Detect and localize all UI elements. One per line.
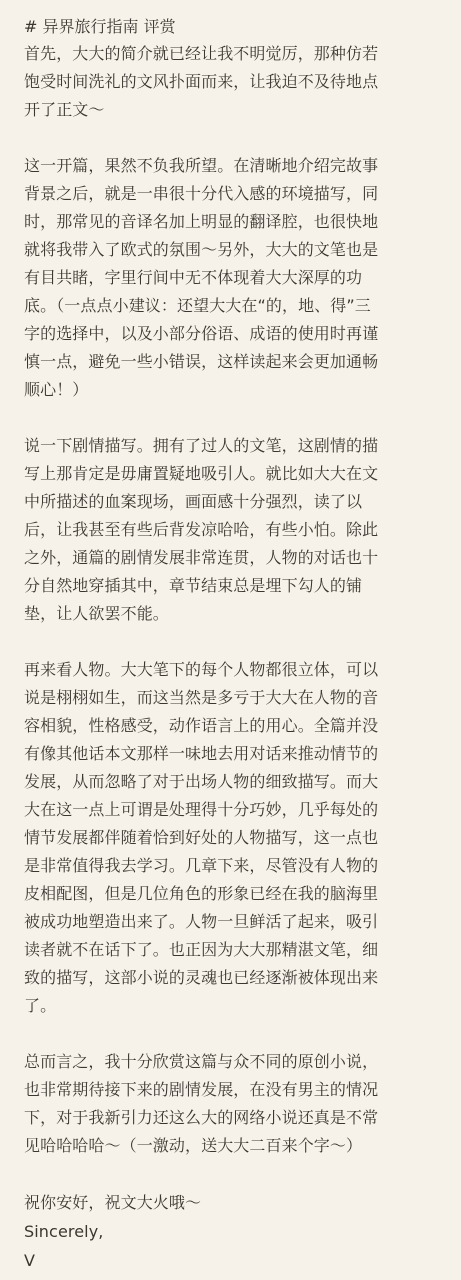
- closing-wish: 祝你安好，祝文大火哦～: [24, 1193, 202, 1212]
- text-line: 再来看人物。大大笔下的每个人物都很立体，可以: [24, 660, 379, 679]
- paragraph-intro: [24, 40, 444, 124]
- review-document: [24, 14, 444, 1275]
- text-line: 说一下剧情描写。拥有了过人的文笔，这剧情的描: [24, 436, 379, 455]
- text-line: 读者就不在话下了。也正因为大大那精湛文笔，细: [24, 940, 379, 959]
- text-line: 饱受时间洗礼的文风扑面而来，让我迫不及待地点: [24, 72, 379, 91]
- paragraph-opening: [24, 152, 444, 404]
- paragraph-spacer: [24, 628, 444, 656]
- text-line: 分自然地穿插其中，章节结束总是埋下勾人的铺: [24, 576, 363, 595]
- text-line: 皮相配图，但是几位角色的形象已经在我的脑海里: [24, 884, 379, 903]
- signature-name: V: [24, 1251, 36, 1270]
- text-line: 开了正文～: [24, 100, 105, 119]
- text-line: 致的描写，这部小说的灵魂也已经逐渐被体现出来: [24, 968, 379, 987]
- text-line: 中所描述的血案现场，画面感十分强烈，读了以: [24, 492, 363, 511]
- paragraph-spacer: [24, 404, 444, 432]
- text-line: 垫，让人欲罢不能。: [24, 604, 169, 623]
- text-line: 说是栩栩如生，而这当然是多亏于大大在人物的音: [24, 688, 379, 707]
- text-line: 首先，大大的简介就已经让我不明觉厉，那种仿若: [24, 44, 379, 63]
- text-line: 顺心！）: [24, 380, 89, 399]
- text-line: 总而言之，我十分欣赏这篇与众不同的原创小说，: [24, 1052, 379, 1071]
- paragraph-plot: [24, 432, 444, 628]
- text-line: 写上那肯定是毋庸置疑地吸引人。就比如大大在文: [24, 464, 379, 483]
- text-line: 大在这一点上可谓是处理得十分巧妙，几乎每处的: [24, 800, 379, 819]
- paragraph-spacer: [24, 124, 444, 152]
- text-line: 慎一点，避免一些小错误，这样读起来会更加通畅: [24, 352, 379, 371]
- text-line: 了。: [24, 996, 57, 1015]
- paragraph-spacer: [24, 1020, 444, 1048]
- paragraph-characters: [24, 656, 444, 1020]
- review-title: # 异界旅行指南 评赏: [24, 17, 176, 36]
- text-line: 之外，通篇的剧情发展非常连贯，人物的对话也十: [24, 548, 379, 567]
- paragraph-spacer: [24, 1160, 444, 1188]
- text-line: 发展，从而忽略了对于出场人物的细致描写。而大: [24, 772, 379, 791]
- text-line: 下，对于我新引力还这么大的网络小说还真是不常: [24, 1108, 379, 1127]
- text-line: 字的选择中，以及小部分俗语、成语的使用时再谨: [24, 324, 379, 343]
- text-line: 情节发展都伴随着恰到好处的人物描写，这一点也: [24, 828, 379, 847]
- text-line: 被成功地塑造出来了。人物一旦鲜活了起来，吸引: [24, 912, 379, 931]
- text-line: 底。（一点点小建议：还望大大在“的，地、得”三: [24, 296, 371, 315]
- text-line: 这一开篇，果然不负我所望。在清晰地介绍完故事: [24, 156, 379, 175]
- text-line: 后，让我甚至有些后背发凉哈哈，有些小怕。除此: [24, 520, 379, 539]
- text-line: 也非常期待接下来的剧情发展，在没有男主的情况: [24, 1080, 379, 1099]
- paragraph-conclusion: [24, 1048, 444, 1160]
- text-line: 是非常值得我去学习。几章下来，尽管没有人物的: [24, 856, 379, 875]
- text-line: 背景之后，就是一串很十分代入感的环境描写，同: [24, 184, 379, 203]
- closing-signature: [24, 1188, 444, 1275]
- text-line: 见哈哈哈哈～（一激动，送大大二百来个字～）: [24, 1136, 363, 1155]
- text-line: 有目共睹，字里行间中无不体现着大大深厚的功: [24, 268, 363, 287]
- text-line: 容相貌，性格感受，动作语言上的用心。全篇并没: [24, 716, 379, 735]
- text-line: 时，那常见的音译名加上明显的翻译腔，也很快地: [24, 212, 379, 231]
- text-line: 有像其他话本文那样一味地去用对话来推动情节的: [24, 744, 379, 763]
- closing-salutation: Sincerely,: [24, 1222, 104, 1241]
- text-line: 就将我带入了欧式的氛围～另外，大大的文笔也是: [24, 240, 379, 259]
